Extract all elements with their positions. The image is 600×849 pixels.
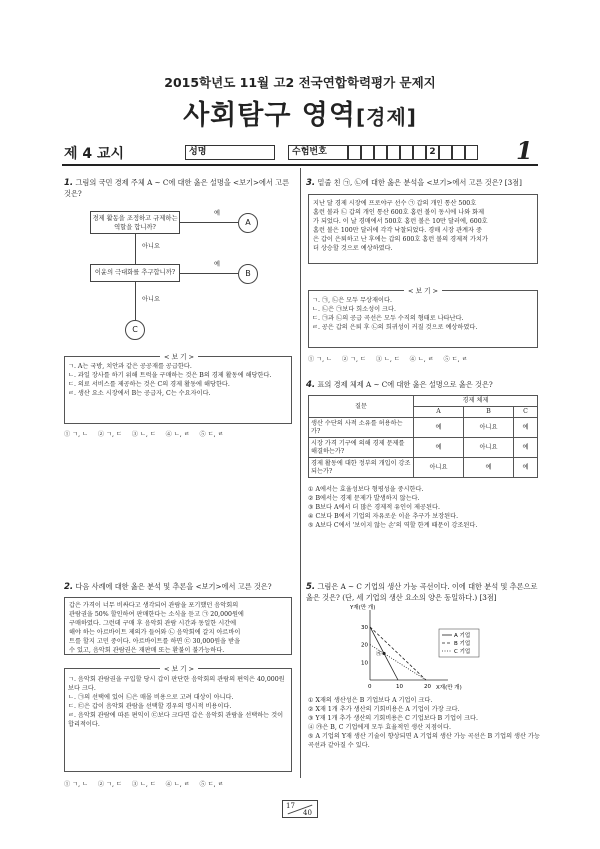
- id-box: [439, 145, 452, 160]
- q2-passage-line: 구매하였다. 그런데 구매 후 음악회 관람 시간과 동일한 시간에: [69, 620, 237, 627]
- q5-choice[interactable]: ④ ㉮은 B, C 기업에게 모두 효율적인 생산 지점이다.: [308, 724, 451, 731]
- name-label: 성명: [189, 147, 207, 157]
- page-total: 40: [303, 809, 312, 817]
- q4-choices: [308, 485, 540, 530]
- q4-row-question: 생산 수단의 사적 소유를 허용하는가?: [309, 418, 414, 438]
- x-tick-label: 0: [368, 684, 372, 690]
- q2-bogi-item: ㄴ. ㉠의 선택에 있어 ㉡은 매몰 비용으로 고려 대상이 아니다.: [68, 694, 234, 701]
- table-row: [309, 458, 538, 478]
- id-box: [348, 145, 361, 160]
- legend-label: B 기업: [454, 641, 471, 647]
- id-label: 수험번호: [288, 145, 348, 160]
- table-row: [309, 438, 538, 458]
- q4-cell: 아니요: [464, 438, 514, 458]
- q5-stem-text: 그림은 A ~ C 기업의 생산 가능 곡선이다. 이에 대한 분석 및 추론으로 옳은 것은? (단, 세 기업의 생산 요소의 양은 동일하다.) [3점]: [306, 582, 538, 602]
- q4-table: [308, 395, 538, 478]
- q4-cell: 아니요: [414, 458, 464, 478]
- header-rule: [62, 164, 538, 166]
- q1-stem: [64, 178, 296, 199]
- q1-bogi-list: [68, 362, 288, 398]
- period-label: 제 4 교시: [64, 146, 125, 162]
- q5-ppf-chart: [340, 602, 500, 692]
- q4-cell: 예: [514, 438, 538, 458]
- q4-stem-text: 표의 경제 체제 A ~ C에 대한 옳은 설명으로 옳은 것은?: [317, 380, 493, 389]
- q1-bogi-item: ㄹ. 생산 요소 시장에서 B는 공급자, C는 수요자이다.: [68, 390, 211, 397]
- q3-passage-line: 은 갑이 은퇴하고 난 후에는 갑의 600호 홈런 볼의 경제적 가치가: [313, 236, 488, 243]
- id-box: [361, 145, 374, 160]
- q1-arrow: [180, 273, 238, 274]
- q1-arrow: [135, 234, 136, 264]
- q1-bogi-item: ㄱ. A는 국방, 치안과 같은 공공재를 공급한다.: [68, 363, 192, 370]
- q2-choices[interactable]: ① ㄱ, ㄴ ② ㄱ, ㄷ ③ ㄴ, ㄷ ④ ㄴ, ㄹ ⑤ ㄷ, ㄹ: [64, 781, 224, 788]
- y-tick-label: 20: [361, 642, 368, 649]
- q1-yes2: 예: [214, 261, 220, 268]
- q1-yes1: 예: [214, 210, 220, 217]
- q1-no1: 아니요: [142, 243, 160, 250]
- q2-bogi-item: ㄱ. 음악회 관람권을 구입할 당시 갑이 판단한 음악회의 관람의 편익은 40,000원보다 크다.: [68, 676, 285, 692]
- id-box: [452, 145, 465, 160]
- y-tick-label: 10: [361, 660, 368, 667]
- q1-flow-box1: 경제 활동을 조정하고 규제하는 역할을 합니까?: [90, 211, 180, 234]
- q4-choice[interactable]: ③ B보다 A에서 더 많은 경제적 유인이 제공된다.: [308, 504, 440, 511]
- y-tick-label: 30: [361, 624, 368, 631]
- q4-system-header: 경제 체제: [414, 396, 538, 407]
- x-axis-label: X재(만 개): [436, 685, 462, 691]
- q3-bogi-list: [312, 296, 534, 332]
- id-box: [387, 145, 400, 160]
- page-current: 17: [286, 802, 295, 810]
- y-axis-label: Y재(만 개): [350, 605, 376, 611]
- q5-choice[interactable]: ② X재 1개 추가 생산의 기회비용은 A 기업이 가장 크다.: [308, 706, 460, 713]
- q1-arrow: [180, 222, 238, 223]
- q4-row-question: 경제 활동에 대한 정부의 개입이 강조되는가?: [309, 458, 414, 478]
- q3-bogi-item: ㄹ. 공은 갑의 은퇴 후 ㉡의 희귀성이 커질 것으로 예상하였다.: [312, 324, 478, 331]
- q3-bogi-item: ㄷ. ㉠과 ㉡의 공급 곡선은 모두 수직의 형태로 나타난다.: [312, 315, 464, 322]
- q2-bogi-title: < 보 기 >: [160, 663, 198, 673]
- grade-box: 2: [426, 145, 439, 160]
- q1-circle-b: B: [238, 264, 258, 284]
- q4-cell: 예: [414, 418, 464, 438]
- q3-bogi-item: ㄱ. ㉠, ㉡은 모두 무상재이다.: [312, 297, 392, 304]
- q4-choice[interactable]: ① A에서는 효율성보다 형평성을 중시한다.: [308, 486, 424, 493]
- subject-sub: [경제]: [355, 105, 417, 129]
- q4-cell: 예: [514, 418, 538, 438]
- page-counter: [282, 800, 318, 818]
- q5-choices: [308, 696, 540, 750]
- q3-stem-text: 밑줄 친 ㉠, ㉡에 대한 옳은 분석을 <보기>에서 고른 것은? [3점]: [317, 178, 522, 187]
- q4-cell: 예: [514, 458, 538, 478]
- q5-number: 5.: [306, 582, 316, 592]
- q3-passage-line: 더 상승할 것으로 예상하였다.: [313, 245, 393, 252]
- q1-circle-c: C: [125, 320, 145, 340]
- table-row: [309, 418, 538, 438]
- q3-passage-line: 지난 달 경제 시장에 프로야구 선수 ㉠ 갑의 개인 통산 500호: [313, 200, 477, 207]
- q4-question-header: 질문: [309, 396, 414, 418]
- q2-passage-line: 갑은 가격이 너무 비싸다고 생각되어 관람을 포기했던 음악회의: [69, 602, 239, 609]
- q3-stem: [306, 178, 538, 189]
- q2-number: 2.: [64, 582, 74, 592]
- q2-passage-line: 수 있고, 음악회 관람권은 재판매 또는 환불이 불가능하다.: [69, 647, 225, 654]
- subject-name: 사회탐구 영역: [183, 100, 356, 131]
- x-tick-label: 20: [424, 684, 431, 690]
- q2-passage-line: 트를 할지 고민 중이다. 아르바이트를 하면 ㉢ 30,000원을 받을: [69, 638, 241, 645]
- q5-choice[interactable]: ⑤ A 기업의 Y재 생산 기술이 향상되면 A 기업의 생산 가능 곡선은 B 기업의 생산 가능 곡선과 같아질 수 있다.: [308, 733, 540, 749]
- q1-flow-box2: 이윤의 극대화를 추구합니까?: [90, 264, 180, 282]
- q4-choice[interactable]: ④ C보다 B에서 기업의 자유로운 이윤 추구가 보장된다.: [308, 513, 459, 520]
- q3-passage-line: 홈런 볼은 100만 달러에 각각 낙찰되었다. 경매 시장 관계자 중: [313, 227, 482, 234]
- q4-col-header: C: [514, 407, 538, 418]
- x-tick-label: 10: [396, 684, 403, 690]
- q1-stem-text: 그림의 국민 경제 주체 A ~ C에 대한 옳은 설명을 <보기>에서 고른 것은?: [64, 178, 290, 198]
- q1-circle-a: A: [238, 213, 258, 233]
- q3-choices[interactable]: ① ㄱ, ㄴ ② ㄱ, ㄷ ③ ㄴ, ㄷ ④ ㄴ, ㄹ ⑤ ㄷ, ㄹ: [308, 356, 468, 363]
- q3-number: 3.: [306, 178, 316, 188]
- q2-bogi-item: ㄷ. ㉢은 갑이 음악회 관람을 선택할 경우의 명시적 비용이다.: [68, 703, 232, 710]
- q3-bogi-item: ㄴ. ㉡은 ㉠보다 희소성이 크다.: [312, 306, 396, 313]
- q4-cell: 예: [464, 458, 514, 478]
- q1-bogi-item: ㄴ. 과일 장사를 하기 위해 트럭을 구매하는 것은 B의 경제 활동에 해당한다.: [68, 372, 272, 379]
- q4-choice[interactable]: ⑤ A보다 C에서 '보이지 않는 손'의 역할 한계 때문이 강조된다.: [308, 522, 478, 529]
- exam-title: 2015학년도 11월 고2 전국연합학력평가 문제지: [164, 75, 436, 90]
- id-box: [400, 145, 413, 160]
- point-label: ㉮: [376, 651, 382, 658]
- series-line: [370, 645, 426, 680]
- q5-choice[interactable]: ① X재의 생산성은 B 기업보다 A 기업이 크다.: [308, 697, 433, 704]
- q1-bogi-title: < 보 기 >: [160, 351, 198, 361]
- q1-arrow: [135, 282, 136, 320]
- q4-cell: 아니요: [464, 418, 514, 438]
- subject-title: [0, 93, 600, 132]
- q3-bogi-title: < 보 기 >: [404, 285, 442, 295]
- q1-bogi-item: ㄷ. 의료 서비스를 제공하는 것은 C의 경제 활동에 해당한다.: [68, 381, 230, 388]
- q2-stem-text: 다음 사례에 대한 옳은 분석 및 추론을 <보기>에서 고른 것은?: [75, 582, 272, 591]
- q4-col-header: B: [464, 407, 514, 418]
- name-field: [185, 145, 275, 160]
- q2-bogi-list: [68, 675, 288, 729]
- q4-cell: 예: [414, 438, 464, 458]
- q2-passage-line: 관람권을 50% 할인하여 판매한다는 소식을 듣고 ㉠ 20,000원에: [69, 611, 244, 618]
- q4-number: 4.: [306, 380, 316, 390]
- q3-passage-line: 홈런 볼과 ㉡ 갑의 개인 통산 600호 홈런 볼이 동시에 나와 화제: [313, 209, 485, 216]
- id-box: [465, 145, 478, 160]
- q1-no2: 아니요: [142, 296, 160, 303]
- q5-choice[interactable]: ③ Y재 1개 추가 생산의 기회비용은 C 기업보다 B 기업이 크다.: [308, 715, 479, 722]
- q2-bogi-item: ㄹ. 음악회 관람에 따른 편익이 ㉢보다 크다면 갑은 음악회 관람을 선택하는 것이 합리적이다.: [68, 712, 284, 728]
- q4-stem: [306, 380, 538, 391]
- q5-stem: [306, 582, 538, 603]
- id-box: [374, 145, 387, 160]
- q3-passage: [313, 199, 535, 253]
- q1-number: 1.: [64, 178, 74, 188]
- q2-passage: [69, 601, 289, 655]
- q2-passage-line: 해야 하는 아르바이트 제의가 들어와 ㉡ 음악회에 갈지 아르바이: [69, 629, 241, 636]
- point-marker: [382, 652, 385, 655]
- q4-choice[interactable]: ② B에서는 경제 문제가 발생하지 않는다.: [308, 495, 420, 502]
- column-divider: [300, 168, 301, 778]
- legend-label: A 기업: [454, 633, 471, 639]
- q1-choices[interactable]: ① ㄱ, ㄴ ② ㄱ, ㄷ ③ ㄴ, ㄷ ④ ㄴ, ㄹ ⑤ ㄷ, ㄹ: [64, 431, 224, 438]
- legend-label: C 기업: [454, 649, 471, 655]
- q3-passage-line: 가 되었다. 이 날 경매에서 500호 홈런 볼은 10만 달러에, 600호: [313, 218, 488, 225]
- page-number: 1: [516, 136, 533, 165]
- q4-col-header: A: [414, 407, 464, 418]
- id-box: [413, 145, 426, 160]
- q2-stem: [64, 582, 296, 593]
- q4-row-question: 시장 가격 기구에 의해 경제 문제를 해결하는가?: [309, 438, 414, 458]
